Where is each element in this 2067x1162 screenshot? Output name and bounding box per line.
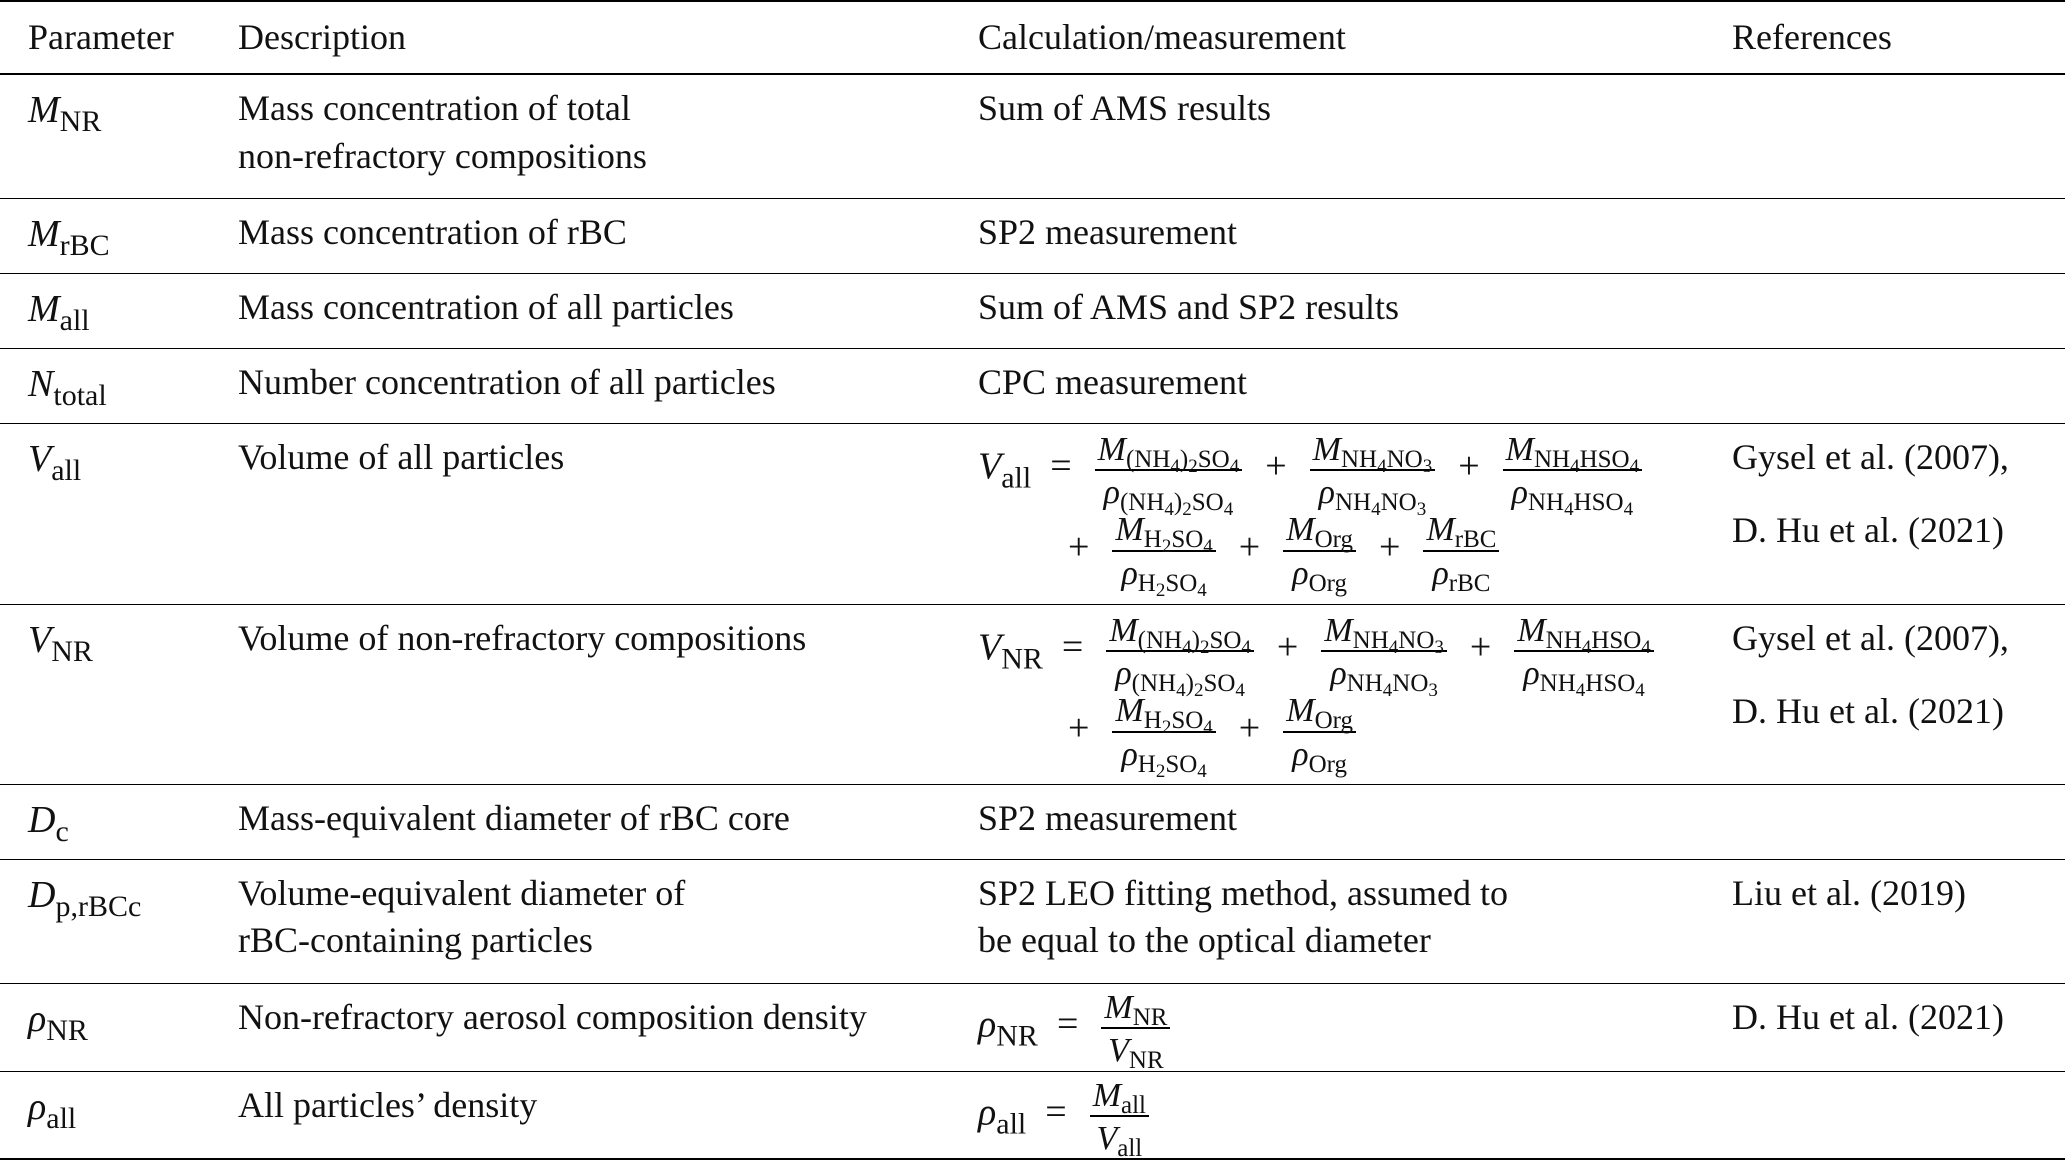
description-cell: Mass concentration of all particles xyxy=(238,286,734,327)
fraction: $\frac{\text{Mall}}{\text{Vall}}$ xyxy=(1090,1074,1149,1159)
parameter-cell: $V_{NR}$ xyxy=(28,618,93,668)
reference-cell: D. Hu et al. (2021) xyxy=(1732,996,2004,1037)
calculation-cell: SP2 measurement xyxy=(978,211,1237,252)
table-row xyxy=(0,1071,2065,1159)
fraction: $\frac{MNH_4HSO_4}{\rho NH_4HSO_4}$ xyxy=(1514,609,1653,694)
description-cell: Number concentration of all particles xyxy=(238,361,776,402)
description-cell: Non-refractory aerosol composition density xyxy=(238,996,867,1037)
reference-cell xyxy=(1732,198,2065,273)
fraction: $\frac{MH_2SO_4}{\rho H_2SO_4}$ xyxy=(1112,508,1215,593)
reference-cell xyxy=(1732,784,2065,859)
volume-all-equation: $V_{all}$ = $\frac{M(NH_4)_2SO_4}{\rho(NH_4)_2SO_4}$ + $\frac{MNH_4NO_3}{\rho NH_4NO_3}$ + $\frac{MNH_4HSO_4}{\rho NH_4HSO_4}$ + $\frac{MH_2SO_4}{\rho H_2SO_4}$ + $\frac{\text{MOrg}}{\text{ρOrg}}$ + $\frac{\text{MrBC}}{\text{ρrBC}}$ xyxy=(978,428,1732,594)
parameter-cell: $M_{NR}$ xyxy=(28,89,102,138)
reference-cell: Gysel et al. (2007), D. Hu et al. (2021) xyxy=(1732,436,2009,551)
reference-cell: Gysel et al. (2007), D. Hu et al. (2021) xyxy=(1732,617,2009,732)
fraction: $\frac{MNH_4NO_3}{\rho NH_4NO_3}$ xyxy=(1310,428,1436,513)
fraction: $\frac{MNH_4NO_3}{\rho NH_4NO_3}$ xyxy=(1321,609,1447,694)
reference-cell xyxy=(1732,1071,2065,1159)
description-cell: Volume of all particles xyxy=(238,436,565,477)
description-cell: Mass concentration of total non-refractory compositions xyxy=(238,88,647,176)
header-description: Description xyxy=(238,16,406,57)
table-row xyxy=(0,273,2065,348)
calculation-cell: CPC measurement xyxy=(978,361,1247,402)
volume-nr-equation: $V_{NR}$ = $\frac{M(NH_4)_2SO_4}{\rho(NH_4)_2SO_4}$ + $\frac{MNH_4NO_3}{\rho NH_4NO_3}$ + $\frac{MNH_4HSO_4}{\rho NH_4HSO_4}$ + $\frac{MH_2SO_4}{\rho H_2SO_4}$ + $\frac{\text{MOrg}}{\text{ρOrg}}$ xyxy=(978,609,1732,775)
description-cell: Volume of non-refractory compositions xyxy=(238,617,807,658)
parameter-cell: $D_c$ xyxy=(28,798,69,848)
reference-cell: Liu et al. (2019) xyxy=(1732,872,1966,913)
header-parameter: Parameter xyxy=(28,16,174,57)
header-calculation: Calculation/measurement xyxy=(978,16,1346,57)
description-cell: All particles’ density xyxy=(238,1084,538,1125)
calculation-cell xyxy=(978,423,1732,604)
parameter-cell: $M_{all}$ xyxy=(28,287,90,337)
description-cell: Volume-equivalent diameter of rBC-containing particles xyxy=(238,872,686,961)
calculation-cell xyxy=(978,604,1732,784)
fraction: $\frac{\text{MOrg}}{\text{ρOrg}}$ xyxy=(1283,689,1356,774)
table-row xyxy=(0,348,2065,423)
table-row xyxy=(0,604,2065,784)
fraction: $\frac{\text{MOrg}}{\text{ρOrg}}$ xyxy=(1283,508,1356,593)
parameter-cell: $V_{all}$ xyxy=(28,437,82,487)
calculation-cell: Sum of AMS results xyxy=(978,88,1272,128)
calculation-cell xyxy=(978,983,1732,1074)
table-row xyxy=(0,983,2065,1071)
parameter-cell: $D_{p,rBCc}$ xyxy=(28,873,142,923)
reference-cell xyxy=(1732,273,2065,348)
calculation-cell: SP2 measurement xyxy=(978,797,1237,838)
calculation-cell xyxy=(978,1071,1732,1162)
fraction: $\frac{MH_2SO_4}{\rho H_2SO_4}$ xyxy=(1112,689,1215,774)
description-cell: Mass concentration of rBC xyxy=(238,211,627,252)
parameter-cell: $\rho_{all}$ xyxy=(28,1085,77,1135)
table-row xyxy=(0,859,2065,983)
parameter-cell: $M_{rBC}$ xyxy=(28,212,110,262)
calculation-cell: Sum of AMS and SP2 results xyxy=(978,286,1400,327)
header-references: References xyxy=(1732,16,1892,57)
table-row xyxy=(0,198,2065,273)
fraction: $\frac{\text{MrBC}}{\text{ρrBC}}$ xyxy=(1423,508,1499,593)
reference-cell xyxy=(1732,348,2065,423)
parameter-cell: $\rho_{NR}$ xyxy=(28,997,88,1047)
calculation-cell: SP2 LEO fitting method, assumed to be equal to the optical diameter xyxy=(978,872,1508,961)
description-cell: Mass-equivalent diameter of rBC core xyxy=(238,797,790,838)
fraction: $\frac{M(NH_4)_2SO_4}{\rho(NH_4)_2SO_4}$ xyxy=(1095,428,1243,513)
parameter-cell: $N_{total}$ xyxy=(28,362,107,412)
table-header-row xyxy=(0,1,2065,74)
table-row xyxy=(0,74,2065,198)
table-row xyxy=(0,784,2065,859)
fraction: $\frac{MNH_4HSO_4}{\rho NH_4HSO_4}$ xyxy=(1503,428,1642,513)
table-row xyxy=(0,423,2065,604)
density-nr-equation: $\rho_{NR}$ = $\frac{\text{MNR}}{\text{VNR}}$ xyxy=(978,986,1732,1071)
reference-cell xyxy=(1732,74,2065,198)
fraction: $\frac{M(NH_4)_2SO_4}{\rho(NH_4)_2SO_4}$ xyxy=(1106,609,1254,694)
density-all-equation: $\rho_{all}$ = $\frac{\text{Mall}}{\text{Vall}}$ xyxy=(978,1074,1732,1159)
fraction: $\frac{\text{MNR}}{\text{VNR}}$ xyxy=(1101,986,1170,1071)
